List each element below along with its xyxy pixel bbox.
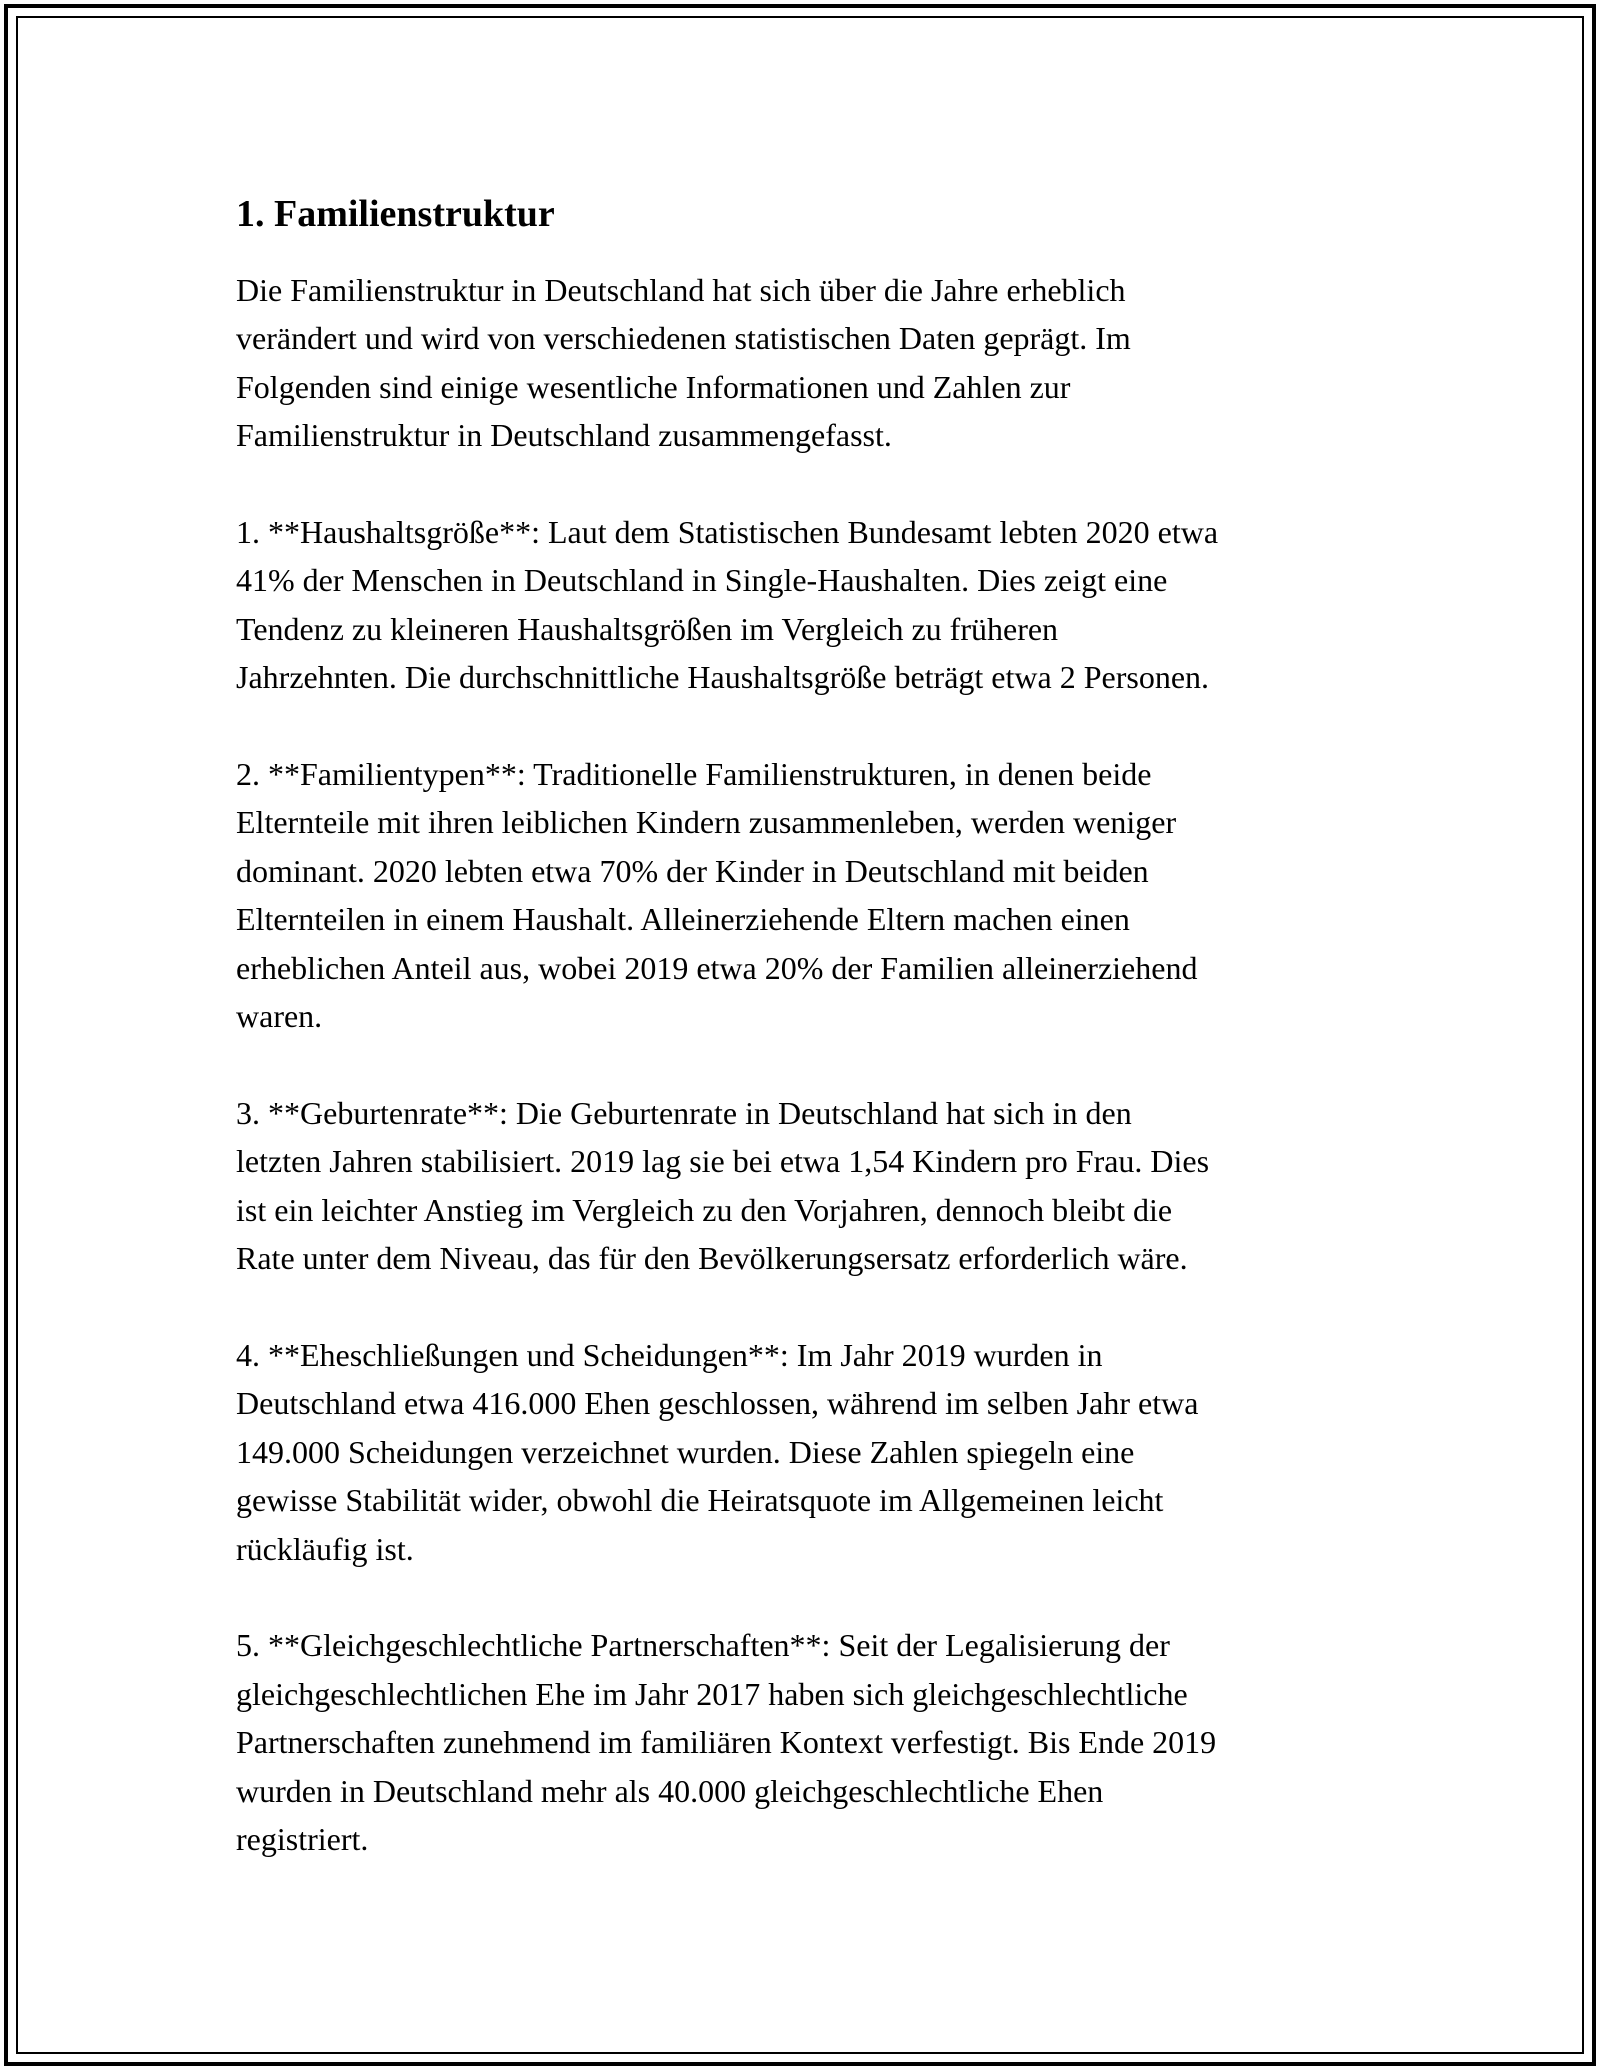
text-line: Tendenz zu kleineren Haushaltsgrößen im Vergleich zu früheren: [236, 610, 1059, 647]
text-line: 149.000 Scheidungen verzeichnet wurden. Diese Zahlen spiegeln eine: [236, 1433, 1135, 1470]
text-line: 1. **Haushaltsgröße**: Laut dem Statistischen Bundesamt lebten 2020 etwa: [236, 514, 1219, 551]
list-item-same-sex-partnerships: [236, 1621, 1386, 1863]
text-line: verändert und wird von verschiedenen statistischen Daten geprägt. Im: [236, 320, 1131, 357]
text-line: 3. **Geburtenrate**: Die Geburtenrate in Deutschland hat sich in den: [236, 1094, 1132, 1131]
text-line: 4. **Eheschließungen und Scheidungen**: Im Jahr 2019 wurden in: [236, 1336, 1103, 1373]
text-line: registriert.: [236, 1820, 369, 1857]
text-line: Rate unter dem Niveau, das für den Bevölkerungsersatz erforderlich wäre.: [236, 1240, 1188, 1277]
text-line: Deutschland etwa 416.000 Ehen geschlossen, während im selben Jahr etwa: [236, 1385, 1199, 1422]
text-line: Familienstruktur in Deutschland zusammengefasst.: [236, 417, 892, 454]
text-line: 2. **Familientypen**: Traditionelle Familienstrukturen, in denen beide: [236, 756, 1152, 793]
text-line: Partnerschaften zunehmend im familiären Kontext verfestigt. Bis Ende 2019: [236, 1724, 1217, 1761]
list-item-birth-rate: [236, 1089, 1386, 1283]
text-line: Elternteile mit ihren leiblichen Kindern zusammenleben, werden weniger: [236, 804, 1177, 841]
intro-paragraph: [236, 266, 1386, 460]
text-line: erheblichen Anteil aus, wobei 2019 etwa 20% der Familien alleinerziehend: [236, 949, 1198, 986]
text-line: 5. **Gleichgeschlechtliche Partnerschaften**: Seit der Legalisierung der: [236, 1627, 1170, 1664]
text-line: waren.: [236, 998, 323, 1035]
text-line: rückläufig ist.: [236, 1530, 414, 1567]
list-item-household-size: [236, 508, 1386, 702]
text-line: Folgenden sind einige wesentliche Informationen und Zahlen zur: [236, 368, 1071, 405]
list-item-family-types: [236, 750, 1386, 1040]
text-line: gewisse Stabilität wider, obwohl die Heiratsquote im Allgemeinen leicht: [236, 1482, 1164, 1519]
list-item-marriages-divorces: [236, 1331, 1386, 1573]
text-line: Die Familienstruktur in Deutschland hat sich über die Jahre erheblich: [236, 272, 1126, 308]
text-line: wurden in Deutschland mehr als 40.000 gleichgeschlechtliche Ehen: [236, 1772, 1104, 1809]
text-line: ist ein leichter Anstieg im Vergleich zu den Vorjahren, dennoch bleibt die: [236, 1191, 1173, 1228]
text-line: dominant. 2020 lebten etwa 70% der Kinder in Deutschland mit beiden: [236, 852, 1149, 889]
text-line: 41% der Menschen in Deutschland in Single-Haushalten. Dies zeigt eine: [236, 562, 1168, 599]
text-line: Jahrzehnten. Die durchschnittliche Haushaltsgröße beträgt etwa 2 Personen.: [236, 659, 1210, 696]
document-body: [236, 186, 1386, 1912]
section-heading: 1. Familienstruktur: [236, 193, 555, 235]
text-line: letzten Jahren stabilisiert. 2019 lag sie bei etwa 1,54 Kindern pro Frau. Dies: [236, 1143, 1210, 1180]
text-line: Elternteilen in einem Haushalt. Alleinerziehende Eltern machen einen: [236, 901, 1130, 938]
text-line: gleichgeschlechtlichen Ehe im Jahr 2017 haben sich gleichgeschlechtliche: [236, 1675, 1188, 1712]
